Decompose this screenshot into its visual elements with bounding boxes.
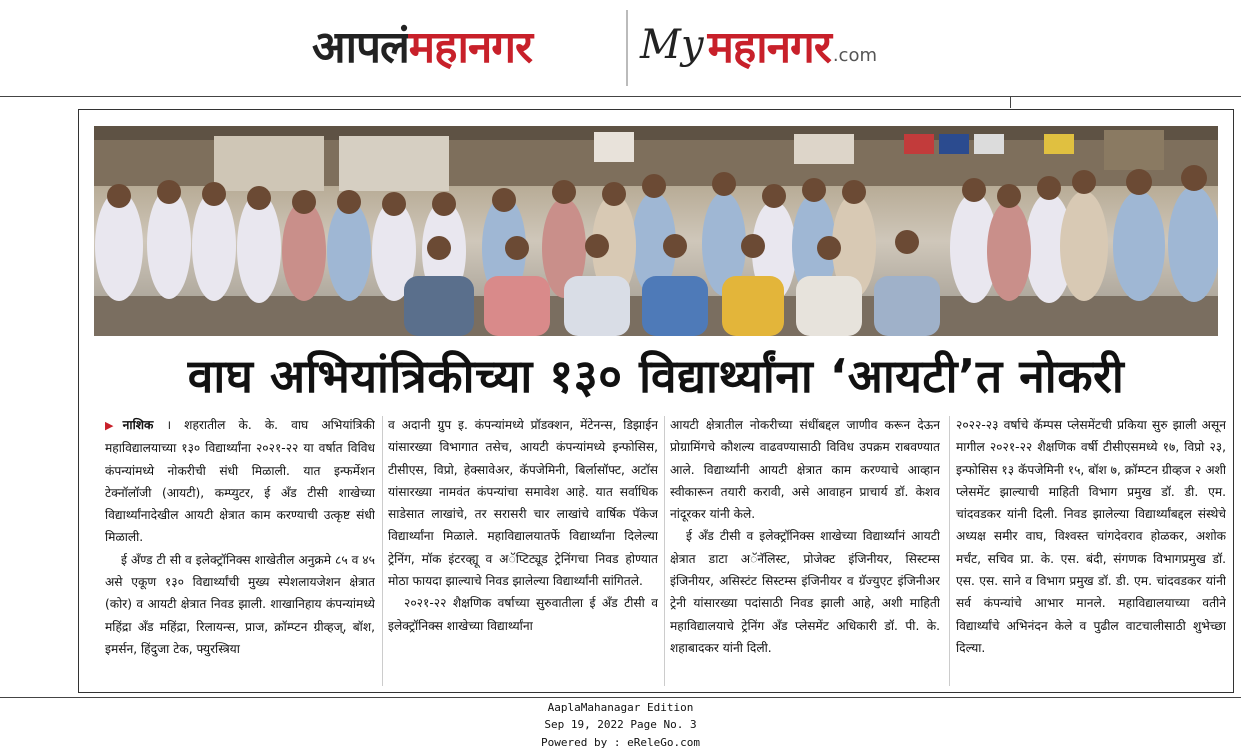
column-4-paragraph-1: २०२२-२३ वर्षाचे कॅम्पस प्लेसमेंटची प्रकिया सुरु झाली असून मागील २०२१-२२ शैक्षणिक वर्षी टीसीएसमध्ये १७, विप्रो २३, इन्फोसिस १३ कॅपजेमिनी १५, बॉश ७, क्रॉम्प्टन ग्रीव्हज २ अशी प्लेसमेंट झाल्याची माहिती विभाग प्रमुख डॉ. डी. एम. चांदवडकर यांनी दिली. निवड झालेल्या विद्यार्थ्यांबद्दल संस्थेचे अध्यक्ष समीर वाघ, विश्वस्त चांगदेवराव होळकर, अशोक मर्चंट, सचिव प्रा. के. एस. बंदी, संगणक विभागप्रमुख डॉ. एस. एस. साने व विभाग प्रमुख डॉ. डी. एम. चांदवडकर यांनी सर्व कंपन्यांचे आभार मानले. महाविद्यालयाच्या वतीने विद्यार्थ्यांचे अभिनंदन केले व पुढील वाटचालीसाठी शुभेच्छा दिल्या. [956, 418, 1226, 655]
article-column-1 [105, 414, 375, 690]
column-2-paragraph-1: व अदानी ग्रुप इ. कंपन्यांमध्ये प्रॉडक्शन, मेंटेनन्स, डिझाईन यांसारख्या विभागात तसेच, आयटी कंपन्यांमध्ये इन्फोसिस, टीसीएस, विप्रो, हेक्सावेअर, कॅपजेमिनी, बिर्लासॉफ्ट, अटॉस यांसारख्या नामवंत कंपन्यांचा समावेश आहे. यात सर्वाधिक साडेसात लाखांचे, तर सरासरी चार लाखांचे वार्षिक पॅकेज विद्यार्थ्यांना मिळाले. महाविद्यालयातर्फे विद्यार्थ्यांना दिलेल्या ट्रेनिंग, मॉक इंटरव्ह्यू व अॅप्टिट्यूड ट्रेनिंगचा निवड होण्यात मोठा फायदा झाल्याचे निवड झालेल्या विद्यार्थ्यांनी सांगितले. [388, 418, 658, 589]
column-divider [949, 416, 950, 686]
logo-left-red-text: महानगर [408, 22, 533, 73]
logo-divider [626, 10, 628, 86]
column-divider [664, 416, 665, 686]
column-1-paragraph-1 [105, 414, 375, 549]
logo-left-black-text: आपलं [312, 22, 409, 73]
column-2-paragraph-2: २०२१-२२ शैक्षणिक वर्षाच्या सुरुवातीला ई अँड टीसी व इलेक्ट्रॉनिक्स शाखेच्या विद्यार्थ्यांना [388, 596, 658, 633]
article-column-2 [388, 414, 658, 690]
footer-edition: AaplaMahanagar Edition [547, 701, 694, 714]
news-clipping[interactable] [78, 109, 1234, 693]
group-photo-illustration [94, 126, 1218, 336]
footer-powered-by[interactable]: Powered by : eReleGo.com [541, 736, 700, 749]
column-1-paragraph-2: ई अँण्ड टी सी व इलेक्ट्रॉनिक्स शाखेतील अनुक्रमे ८५ व ४५ असे एकूण १३० विद्यार्थ्यांची मुख्य स्पेशलायजेशन क्षेत्रात (कोर) व आयटी क्षेत्रात निवड झाली. शाखानिहाय कंपन्यांमध्ये महिंद्रा अँड महिंद्रा, रिलायन्स, प्राज, क्रॉम्प्टन ग्रीव्हज्, बॉश, इमर्सन, हिंदुजा टेक, फ्युरस्त्रिया [105, 552, 375, 656]
footer-date-page: Sep 19, 2022 Page No. 3 [544, 718, 697, 731]
article-body [93, 414, 1226, 690]
logo-right-script-text: My [640, 22, 704, 68]
aapla-mahanagar-logo[interactable] [312, 14, 532, 76]
footer-rule [0, 697, 1241, 698]
masthead-rule [0, 96, 1241, 97]
group-photo [94, 126, 1218, 336]
logo-right-red-text: महानगर [707, 22, 831, 73]
my-mahanagar-logo[interactable] [640, 14, 877, 76]
masthead-rule-tick [1010, 96, 1011, 108]
article-headline: वाघ अभियांत्रिकीच्या १३० विद्यार्थ्यांना ‘आयटी’त नोकरी [187, 349, 1125, 403]
article-column-3 [670, 414, 940, 690]
column-3-paragraph-1: आयटी क्षेत्रातील नोकरीच्या संधींबद्दल जाणीव करून देऊन प्रोग्रामिंगचे कौशल्य वाढवण्यासाठी विविध उपक्रम राबवण्यात आले. विद्यार्थ्यांनी आयटी क्षेत्रात काम करण्याचे आव्हान स्वीकारून तयारी करावी, असे आवाहन प्राचार्य डॉ. केशव नांदूरकर यांनी केले. [670, 418, 940, 522]
masthead [0, 0, 1241, 96]
dateline: नाशिक [122, 418, 154, 432]
column-3-paragraph-2: ई अँड टीसी व इलेक्ट्रॉनिक्स शाखेच्या विद्यार्थ्यांनं आयटी क्षेत्रात डाटा अॅनॅलिस्ट, प्रोजेक्ट इंजिनीयर, सिस्टम्स इंजिनीयर, असिस्टंट सिस्टम्स इंजिनीयर व ग्रॅज्युएट इंजिनीअर ट्रेनी यांसारख्या पदांसाठी निवड झाली आहे, अशी माहिती महाविद्यालयाचे ट्रेनिंग अँड प्लेसमेंट अधिकारी डॉ. पी. के. शहाबादकर यांनी दिली. [670, 529, 940, 655]
logo-right-suffix: .com [832, 45, 877, 66]
article-column-4 [956, 414, 1226, 690]
triangle-right-icon: ▶ [105, 419, 123, 432]
column-1-paragraph-1-text: । शहरातील के. के. वाघ अभियांत्रिकी महाविद्यालयाच्या १३० विद्यार्थ्यांना २०२१-२२ या वर्षात विविध कंपन्यांमध्ये नोकरीची संधी मिळाली. यात इन्फर्मेशन टेक्नॉलॉजी (आयटी), कम्प्युटर, ई अँड टीसी शाखेच्या विद्यार्थ्यांनादेखील आयटी क्षेत्रात काम करण्याची उत्कृष्ट संधी मिळाली. [105, 418, 375, 545]
column-divider [382, 416, 383, 686]
